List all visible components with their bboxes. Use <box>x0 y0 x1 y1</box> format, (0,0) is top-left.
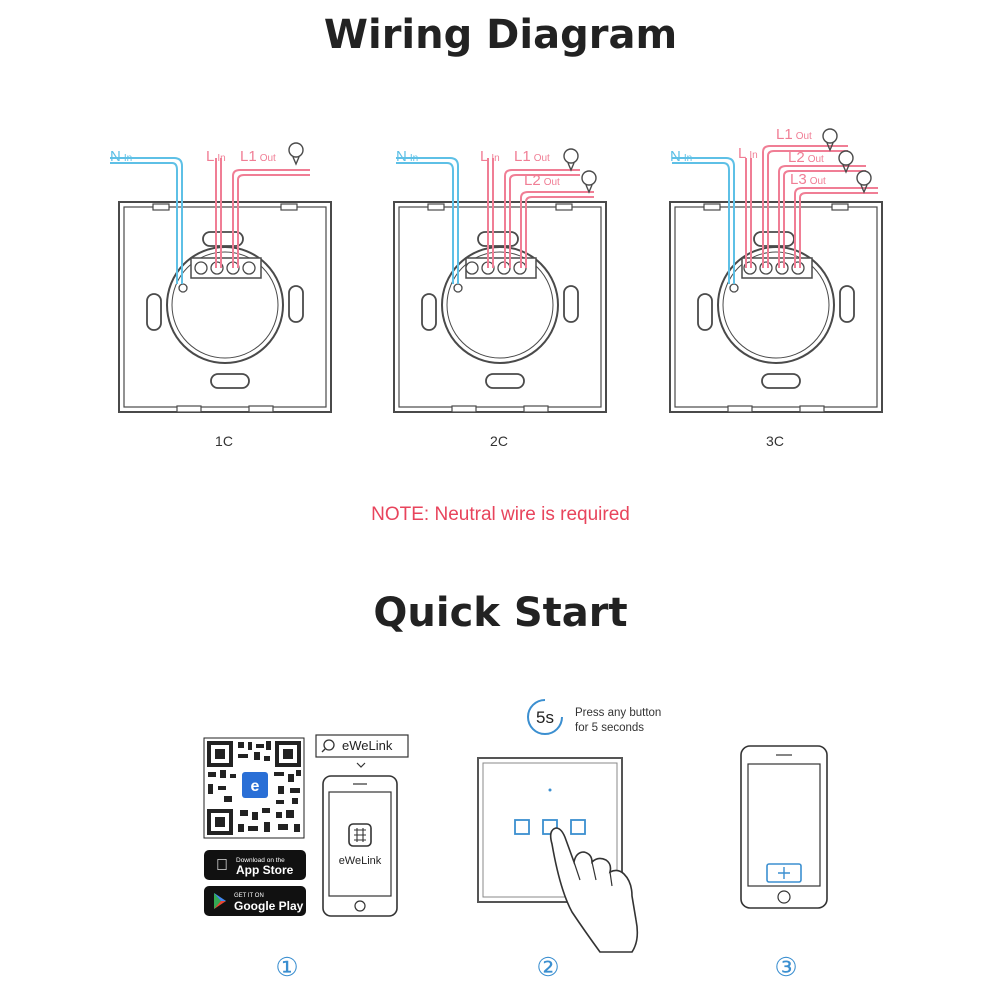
quick-start-title: Quick Start <box>373 590 628 636</box>
wiring-panel-2c <box>394 202 606 412</box>
label-l1-out-2c: L1 Out <box>514 148 550 165</box>
step-3: ③ <box>774 952 798 982</box>
google-play-badge <box>204 886 306 916</box>
app-store-badge <box>204 850 306 880</box>
qr-code <box>204 738 304 838</box>
label-l-in-3c: L In <box>738 145 758 162</box>
label-n-in-3c: N In <box>670 148 693 165</box>
switch-button-1 <box>515 820 529 834</box>
chevron-down-icon <box>357 763 365 767</box>
caption-1c: 1C <box>215 433 233 449</box>
phone-add-device <box>741 746 827 908</box>
step-1: ① <box>275 952 299 982</box>
timer-text: 5s <box>536 708 554 727</box>
app-store-small-text: Download on the <box>236 857 285 864</box>
google-play-small-text: GET IT ON <box>234 893 264 899</box>
label-l2-out-2c: L2 Out <box>524 172 560 189</box>
app-search-box <box>316 735 408 757</box>
app-search-text: eWeLink <box>342 738 393 753</box>
caption-2c: 2C <box>490 433 508 449</box>
label-l2-out-3c: L2 Out <box>788 149 824 166</box>
label-l3-out-3c: L3 Out <box>790 171 826 188</box>
press-text-line-2: for 5 seconds <box>575 722 645 734</box>
wiring-diagrams <box>0 100 1001 460</box>
bulb-icon <box>839 151 853 172</box>
press-text-line-1: Press any button <box>575 707 662 719</box>
phone-app-name: eWeLink <box>338 855 382 867</box>
label-n-in-2c: N In <box>396 148 419 165</box>
timer-icon <box>528 700 562 734</box>
phone-with-app <box>323 776 397 916</box>
quick-start-steps <box>0 690 1001 1001</box>
google-play-big-text: Google Play <box>234 899 304 913</box>
caption-3c: 3C <box>766 433 784 449</box>
apple-icon <box>216 857 228 874</box>
bulb-icon <box>289 143 303 164</box>
bulb-icon <box>582 171 596 192</box>
svg-text:e: e <box>250 778 260 795</box>
wiring-panel-1c <box>119 202 331 412</box>
wiring-panel-3c <box>670 202 882 412</box>
app-store-big-text: App Store <box>236 863 294 877</box>
label-n-in-1c: N In <box>110 148 133 165</box>
bulb-icon <box>564 149 578 170</box>
switch-button-3 <box>571 820 585 834</box>
label-l-in-2c: L In <box>480 148 500 165</box>
ewelink-logo-icon <box>349 824 371 846</box>
neutral-wire-note: NOTE: Neutral wire is required <box>371 504 630 525</box>
step-2: ② <box>536 952 560 982</box>
label-l1-out-1c: L1 Out <box>240 148 276 165</box>
label-l-in-1c: L In <box>206 148 226 165</box>
wiring-diagram-title: Wiring Diagram <box>323 12 678 58</box>
label-l1-out-3c: L1 Out <box>776 126 812 143</box>
